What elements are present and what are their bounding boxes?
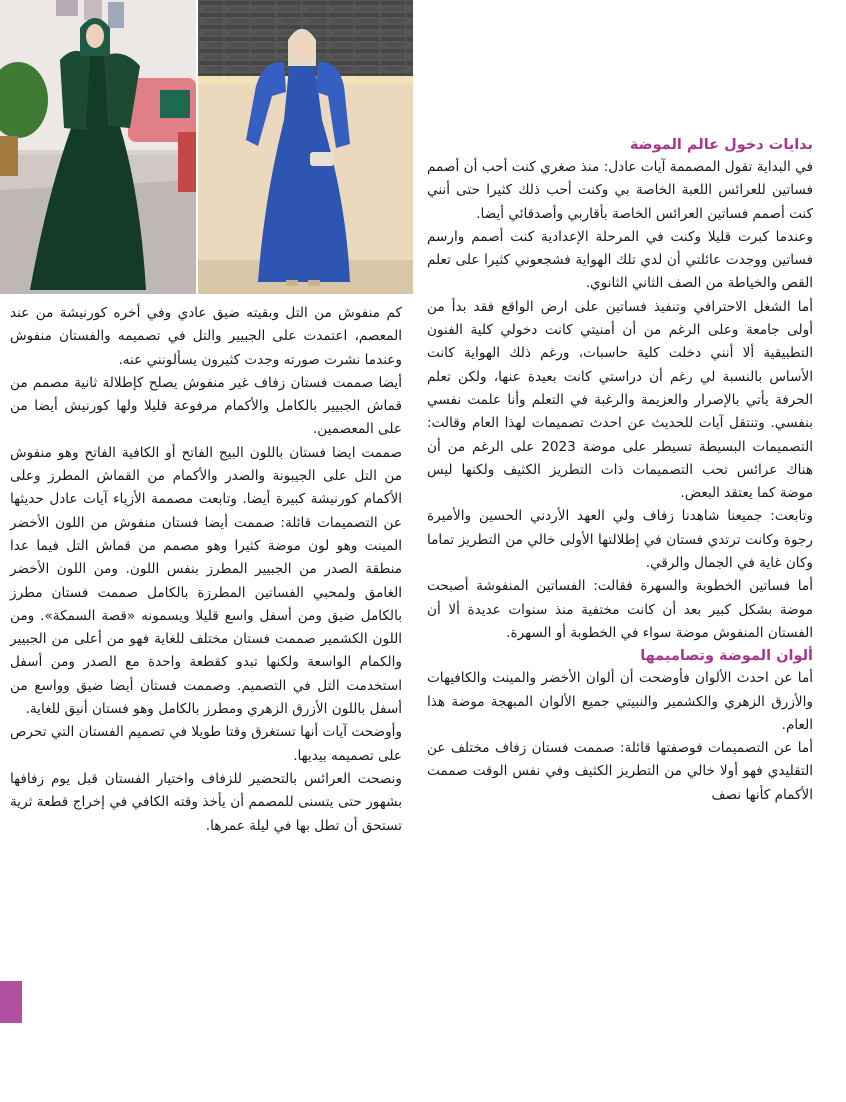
paragraph: في البداية تقول المصممة آيات عادل: منذ صغري كنت أحب أن أصمم فساتين للعرائس اللعبة الخاصة بي وكنت أحب ذلك كثيرا حتى أنني كنت أصمم فساتين العرائس الخاصة بأقاربي وأصدقائي أيضا.	[427, 159, 813, 222]
section-heading-beginnings: بدايات دخول عالم الموضة	[629, 137, 813, 153]
article-left-column	[10, 302, 402, 838]
article-right-column	[427, 134, 813, 807]
paragraph: أما عن احدث الألوان فأوضحت أن ألوان الأخضر والمينت والكافيهات والأزرق الزهري والكشمير والنبيتي جميع الألوان المبهجة موضة هذا العام.	[427, 670, 813, 733]
page-side-tab	[0, 981, 22, 1023]
paragraph: أما عن التصميمات فوصفتها قائلة: صممت فستان زفاف مختلف عن التقليدي فهو أولا خالي من التطريز الكثيف وفي نفس الوقت صممت الأكمام كأنها نصف	[427, 740, 813, 803]
paragraph: ونصحت العرائس بالتحضير للزفاف واختيار الفستان قبل يوم زفافها بشهور حتى يتسنى للمصمم أن يأخذ وقته الكافي في إخراج قطعة ثرية تستحق أن تطل بها في ليلة عمرها.	[10, 770, 402, 834]
paragraph: وأوضحت آيات أنها تستغرق وقتا طويلا في تصميم الفستان التي تحرص على تصميمه بيديها.	[10, 724, 402, 764]
paragraph: وتابعت: جميعنا شاهدنا زفاف ولي العهد الأردني الحسين والأميرة رجوة وكانت ترتدي فستان في إطلالتها الأولى خالي من التطريز تماما وكان غاية في الجمال والرقي.	[427, 508, 813, 572]
paragraph: أما فساتين الخطوبة والسهرة فقالت: الفساتين المنفوشة أصبحت موضة بشكل كبير بعد أن كانت مختفية منذ سنوات عديدة ألا أن الفستان المنفوش موضة سواء في الخطوبة أو السهرة.	[427, 578, 813, 641]
blue-dress-photo	[198, 0, 413, 294]
paragraph: أما الشغل الاحترافي وتنفيذ فساتين على ارض الواقع فقد بدأ من أولى جامعة وعلى الرغم من أن أمنيتي كانت دخولي كلية الفنون التطبيقية ألا أنني دخلت كلية حاسبات، ورغم ذلك الهواية كانت الأساس بالنسبة لي رغم أن دراستي كانت بعيدة عنها، ولكن تعلم الحرفة يأتي بالإصرار والعزيمة والرغبة في التعلم وأنا علمت نفسي بنفسي. وتنتقل آيات للحديث عن احدث تصميمات لهذا العام وقالت: التصميمات البسيطة تسيطر على موضة 2023 على الرغم من أن هناك عرائس تحب التصميمات ذات التطريز الكثيف ولكنها ليس موضة كما يعتقد البعض.	[427, 298, 813, 502]
paragraph: وعندما كبرت قليلا وكنت في المرحلة الإعدادية كنت أصمم وارسم فساتين ووجدت عائلتي أن لدي تلك الهواية فشجعوني كثيرا على تعلم القص والخياطة من الصف الثاني الثانوي.	[427, 228, 813, 292]
paragraph: أيضا صممت فستان زفاف غير منفوش يصلح كإطلالة ثانية مصمم من قماش الجبيير بالكامل والأكمام مرفوعة قليلا ولها كورنيش أيضا من على المعصمين.	[10, 374, 402, 438]
green-dress-photo	[0, 0, 196, 294]
paragraph: صممت ايضا فستان باللون البيج الفاتح أو الكافية الفاتح وهو منفوش من التل على الجيبونة والصدر والأكمام من القماش المطرز وعلى الأكمام كورنيشة كبيرة أيضا. وتابعت مصممة الأزياء آيات عادل حديثها عن التصميمات قائلة: صممت أيضا فستان منفوش من اللون الأخضر المينت وهو لون موضة كثيرا وهو مصمم من قماش التل فيما عدا منطقة الصدر من الجبيير المطرز بنفس اللون. ومن اللون الأخضر الغامق ولمحبي الفساتين المطرزة بالكامل صممت فستان مطرز بالكامل ضيق ومن أسفل واسع قليلا ويسمونه «قصة السمكة». ومن اللون الكشمير صممت فستان مختلف للغاية فهو من أعلى من الجبيير والكمام الواسعة ولكنها تبدو كقطعة واحدة مع الصدر ومن أسفل استخدمت التل في التصميم. وصممت فستان أيضا ضيق وواسع من أسفل باللون الأزرق الزهري ومطرز بالكامل وهو فستان أنيق للغاية.	[10, 444, 402, 718]
paragraph: كم منفوش من التل وبقيته ضيق عادي وفي أخره كورنيشة من عند المعصم، اعتمدت على الجبيير والتل في تصميمه والفستان منفوش وعندما نشرت صورته وجدت كثيرون يسألونني عنه.	[10, 305, 402, 368]
section-heading-colors: ألوان الموضة وتصاميمها	[640, 648, 813, 665]
